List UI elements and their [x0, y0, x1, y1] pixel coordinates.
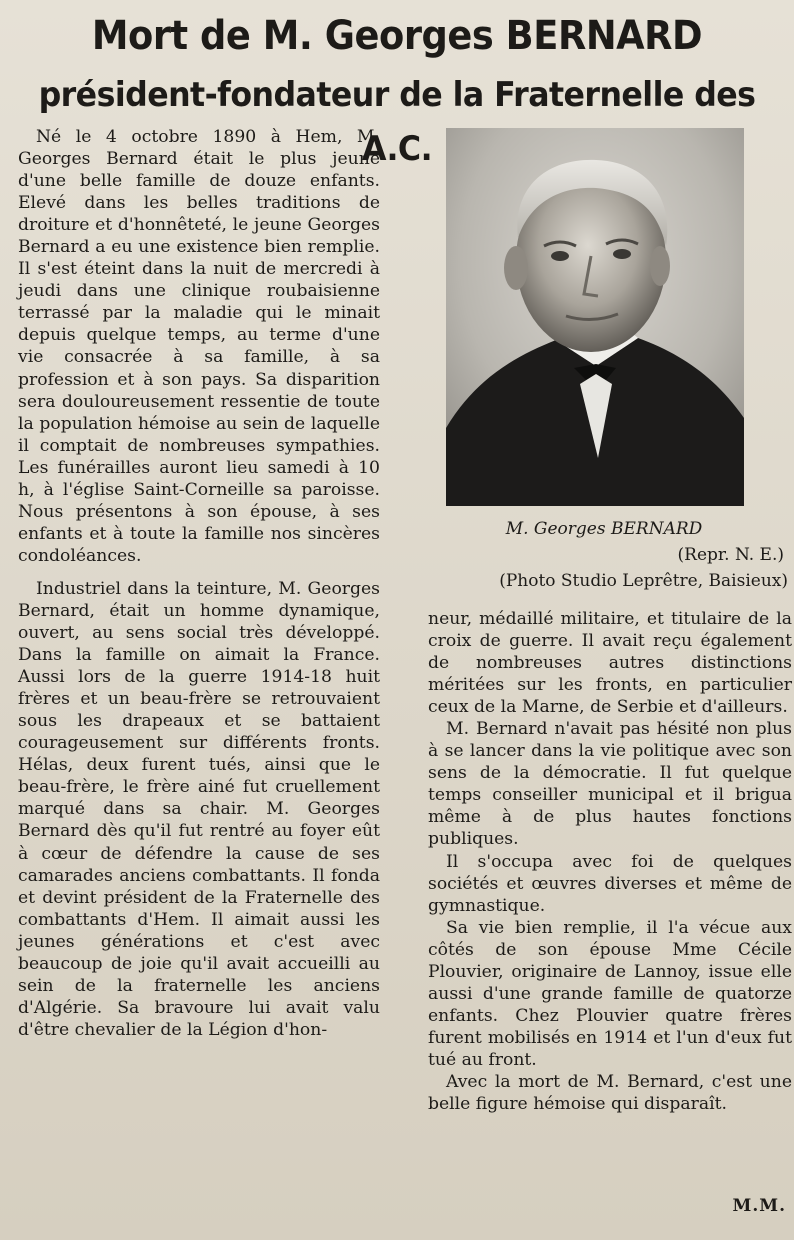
- headline-title: Mort de M. Georges BERNARD: [91, 13, 703, 59]
- article-paragraph: Sa vie bien remplie, il l'a vécue aux côtés de son épouse Mme Cécile Plouvier, originaire de Lannoy, issue elle aussi d'une grande famille de quatorze enfants. Chez Plouvier quatre frères furent mobilisés en 1914 et l'un d'eux fut tué au front.: [428, 917, 792, 1070]
- caption-repr: (Repr. N. E.): [677, 545, 784, 565]
- article-paragraph: M. Bernard n'avait pas hésité non plus à se lancer dans la vie politique avec son sens de la démocratie. Il fut quelque temps conseiller municipal et il brigua même à de plus hautes fonctions publiques.: [428, 719, 792, 850]
- article-paragraph: Industriel dans la teinture, M. Georges Bernard, était un homme dynamique, ouvert, au sens social très développé. Dans la famille on aimait la France. Aussi lors de la guerre 1914-18 huit frères et un beau-frère se retrouvaient sous les drapeaux et se battaient courageusement sur différents fronts. Hélas, deux furent tués, ainsi que le beau-frère, le frère ainé fut cruellement marqué dans sa chair. M. Georges Bernard dès qu'il fut rentré au foyer eût à cœur de défendre la cause de ses camarades anciens combattants. Il fonda et devint président de la Fraternelle des combattants d'Hem. Il aimait aussi les jeunes générations et c'est avec beaucoup de joie qu'il avait accueilli au sein de la fraternelle les anciens d'Algérie. Sa bravoure lui avait valu d'être chevalier de la Légion d'hon-: [18, 578, 380, 1040]
- author-signature: M.M.: [732, 1196, 786, 1216]
- headline-subtitle: président-fondateur de la Fraternelle des A.C.: [38, 75, 756, 169]
- article-paragraph: Avec la mort de M. Bernard, c'est une belle figure hémoise qui disparaît.: [428, 1071, 792, 1115]
- portrait-photo: [446, 128, 744, 506]
- article-right-column: [428, 608, 792, 1115]
- article-left-column: [18, 126, 380, 1041]
- caption-credit: (Photo Studio Leprêtre, Baisieux): [499, 571, 788, 591]
- article-paragraph: neur, médaillé militaire, et titulaire de la croix de guerre. Il avait reçu également de nombreuses autres distinctions méritées sur les fronts, en particulier ceux de la Marne, de Serbie et d'ailleurs.: [428, 609, 792, 718]
- caption-name: M. Georges BERNARD: [505, 519, 703, 539]
- article-paragraph: Né le 4 octobre 1890 à Hem, M. Georges Bernard était le plus jeune d'une belle famille de douze enfants. Elevé dans les belles traditions de droiture et d'honnêteté, le jeune Georges Bernard a eu une existence bien remplie. Il s'est éteint dans la nuit de mercredi à jeudi dans une clinique roubaisienne terrassé par la maladie qui le minait depuis quelque temps, au terme d'une vie consacrée à sa famille, à sa profession et à son pays. Sa disparition sera douloureusement ressentie de toute la population hémoise au sein de laquelle il comptait de nombreuses sympathies. Les funérailles auront lieu samedi à 10 h, à l'église Saint-Corneille sa paroisse. Nous présentons à son épouse, à ses enfants et à toute la famille nos sincères condoléances.: [18, 127, 380, 566]
- photo-caption: [420, 516, 788, 594]
- portrait-illustration: [446, 128, 744, 506]
- article-paragraph: Il s'occupa avec foi de quelques sociétés et œuvres diverses et même de gymnastique.: [428, 851, 792, 916]
